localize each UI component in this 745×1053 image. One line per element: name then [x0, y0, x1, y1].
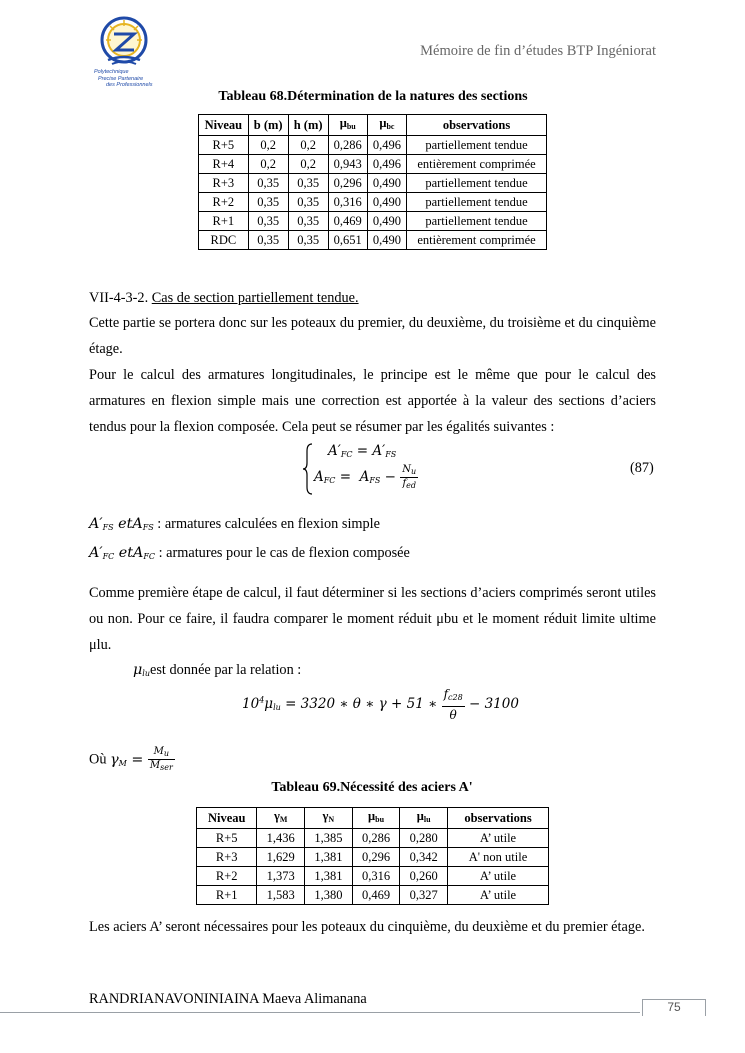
table68-row [199, 193, 547, 212]
table68-cell: 0,490 [367, 231, 406, 250]
table69-cell: 1,381 [305, 867, 353, 886]
table68-cell: 0,490 [367, 212, 406, 231]
table69-cell: A’ utile [448, 867, 549, 886]
footer-author: RANDRIANAVONINIAINA Maeva Alimanana [89, 991, 367, 1007]
equation-line-1: $A'_{FC} = A'_{FS}$ [328, 443, 397, 459]
paragraph-5: Les aciers A’ seront nécessaires pour les poteaux du cinquième, du deuxième et du premier étage. [89, 919, 645, 935]
section-title: Cas de section partiellement tendue. [151, 290, 359, 306]
table68-cell: R+2 [199, 193, 249, 212]
definition-fs-text: : armatures calculées en flexion simple [153, 516, 380, 532]
equation-mu-lu: $10^4\mu_{lu} = 3320$ ∗ θ ∗ γ + 51 ∗ $\frac{f_{c28}}{\theta}$ − 3100 [242, 687, 519, 722]
table69-caption: Tableau 69.Nécessité des aciers A' [271, 780, 473, 795]
paragraph-1: Cette partie se portera donc sur les poteaux du premier, du deuxième, du troisième et du cinquième étage. [89, 315, 656, 357]
table69-header-observations: observations [448, 808, 549, 829]
table68-row [199, 231, 547, 250]
table69-cell: 1,629 [257, 848, 305, 867]
table68-cell: entièrement comprimée [407, 231, 547, 250]
section-heading [89, 288, 359, 308]
mu-lu-symbol: $\mu_{lu}$ [133, 662, 151, 678]
table69-header-gamma-n: $\gamma_N$ [305, 808, 353, 829]
table68-cell: 0,2 [288, 136, 328, 155]
table68-cell: entièrement comprimée [407, 155, 547, 174]
table68-row [199, 174, 547, 193]
logo-emblem-icon [92, 14, 156, 72]
equation-87 [302, 441, 432, 497]
table68-cell: R+1 [199, 212, 249, 231]
table69-cell: R+5 [197, 829, 257, 848]
equation-87-number: (87) [630, 460, 654, 476]
table68-cell: 0,286 [328, 136, 367, 155]
curly-brace-icon [302, 443, 314, 495]
equation-line-2: $A_{FC} = A_{FS}$ − $\frac{N_u}{f_{ed}}$ [314, 464, 417, 490]
table68-row [199, 212, 547, 231]
table69-header-mulu: $\mu_{lu}$ [400, 808, 448, 829]
table68-cell: 0,35 [288, 231, 328, 250]
table68-cell: 0,296 [328, 174, 367, 193]
table68-row [199, 155, 547, 174]
section-number: VII-4-3-2. [89, 290, 149, 306]
table69-cell: 0,316 [352, 867, 400, 886]
table69-cell: A' non utile [448, 848, 549, 867]
table68-cell: R+4 [199, 155, 249, 174]
table69-header-niveau: Niveau [197, 808, 257, 829]
footer-divider [0, 1012, 640, 1013]
table69-cell: 0,342 [400, 848, 448, 867]
table69-cell: A’ utile [448, 829, 549, 848]
table69-cell: 1,381 [305, 848, 353, 867]
table68-cell: 0,35 [248, 212, 288, 231]
table69-cell: 0,296 [352, 848, 400, 867]
table69-row [197, 848, 549, 867]
paragraph-3: Comme première étape de calcul, il faut déterminer si les sections d’aciers comprimés seront utiles ou non. Pour ce faire, il faudra comparer le moment réduit μbu et le moment réduit limite ultime μlu. [89, 585, 656, 653]
table69-cell: 0,280 [400, 829, 448, 848]
gamma-m-symbol: $\gamma_M$ = $\frac{M_u}{M_{ser}}$ [110, 746, 173, 772]
table69-cell: R+1 [197, 886, 257, 905]
table68-cell: 0,2 [248, 155, 288, 174]
table68-cell: 0,490 [367, 174, 406, 193]
logo-caption [94, 69, 174, 89]
table68-header-row [199, 115, 547, 136]
gamma-definition-text: Où [89, 751, 107, 768]
table69 [196, 807, 549, 905]
relation-intro [133, 660, 301, 684]
table68-cell: 0,35 [288, 212, 328, 231]
table68-cell: 0,316 [328, 193, 367, 212]
table69-header-gamma-m: $\gamma_M$ [257, 808, 305, 829]
table68-cell: 0,35 [248, 174, 288, 193]
table69-cell: 1,373 [257, 867, 305, 886]
table69-cell: R+2 [197, 867, 257, 886]
definition-fs [89, 514, 380, 538]
table68-header-observations: observations [407, 115, 547, 136]
table68-cell: 0,35 [288, 174, 328, 193]
table69-cell: 0,469 [352, 886, 400, 905]
table68-header-mubu: $\mu_{bu}$ [328, 115, 367, 136]
table69-cell: A’ utile [448, 886, 549, 905]
table68-cell: 0,469 [328, 212, 367, 231]
relation-intro-text: est donnée par la relation : [150, 662, 302, 678]
table68-cell: partiellement tendue [407, 212, 547, 231]
table68-cell: RDC [199, 231, 249, 250]
table68 [198, 114, 547, 250]
table68-cell: partiellement tendue [407, 136, 547, 155]
table68-row [199, 136, 547, 155]
table69-row [197, 886, 549, 905]
gamma-definition [89, 746, 175, 774]
table69-row [197, 867, 549, 886]
header-title: Mémoire de fin d’études BTP Ingéniorat [420, 43, 656, 59]
table69-cell: 0,327 [400, 886, 448, 905]
table68-cell: 0,35 [248, 193, 288, 212]
table69-row [197, 829, 549, 848]
table68-cell: 0,2 [248, 136, 288, 155]
table69-header-row [197, 808, 549, 829]
table68-cell: partiellement tendue [407, 193, 547, 212]
table68-header-b: b (m) [248, 115, 288, 136]
table69-cell: 1,380 [305, 886, 353, 905]
page-number: 75 [667, 1000, 681, 1014]
paragraph-2: Pour le calcul des armatures longitudinales, le principe est le même que pour le calcul des armatures en flexion simple mais une correction est apportée à la valeur des sections d’aciers tendus pour la flexion composée. Cela peut se résumer par les égalités suivantes : [89, 367, 656, 435]
table69-cell: 1,385 [305, 829, 353, 848]
table68-cell: R+5 [199, 136, 249, 155]
table68-caption: Tableau 68.Détermination de la natures des sections [218, 89, 528, 104]
definition-fc-symbol: $A'_{FC}$ etA$_{FC}$ [89, 545, 155, 561]
table68-header-h: h (m) [288, 115, 328, 136]
table68-cell: 0,496 [367, 136, 406, 155]
table68-cell: partiellement tendue [407, 174, 547, 193]
logo-caption-line: Polytechnique [94, 69, 129, 75]
definition-fs-symbol: $A'_{FS}$ etA$_{FS}$ [89, 516, 154, 532]
table69-cell: 0,286 [352, 829, 400, 848]
table68-cell: 0,2 [288, 155, 328, 174]
table68-cell: 0,35 [248, 231, 288, 250]
table69-cell: 1,583 [257, 886, 305, 905]
logo-caption-line: des Professionnels [106, 82, 153, 88]
table68-header-niveau: Niveau [199, 115, 249, 136]
table68-cell: 0,490 [367, 193, 406, 212]
table68-cell: 0,35 [288, 193, 328, 212]
table68-cell: 0,651 [328, 231, 367, 250]
table69-cell: R+3 [197, 848, 257, 867]
definition-fc [89, 543, 410, 567]
table69-header-mubu: $\mu_{bu}$ [352, 808, 400, 829]
table68-cell: 0,943 [328, 155, 367, 174]
table68-header-mubc: $\mu_{bc}$ [367, 115, 406, 136]
table69-cell: 1,436 [257, 829, 305, 848]
table68-cell: R+3 [199, 174, 249, 193]
definition-fc-text: : armatures pour le cas de flexion composée [155, 545, 410, 561]
table68-cell: 0,496 [367, 155, 406, 174]
table69-cell: 0,260 [400, 867, 448, 886]
logo-caption-line: Precise Partenaire [98, 75, 144, 82]
